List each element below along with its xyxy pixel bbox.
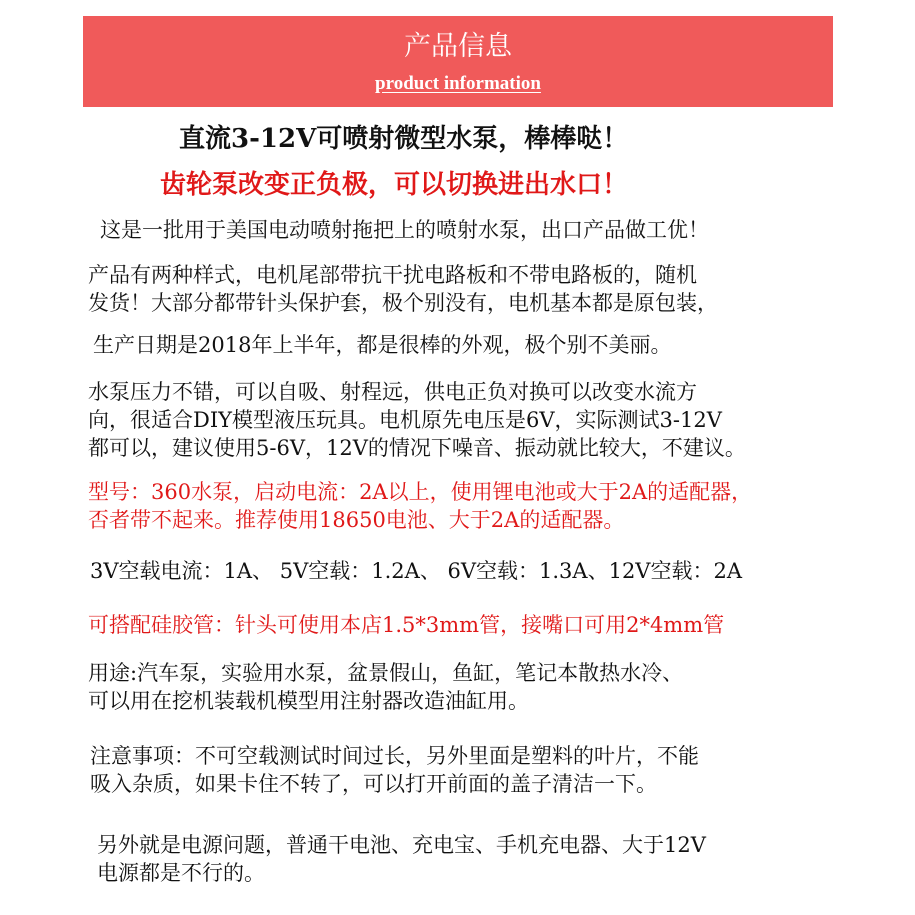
notice-line-1: 注意事项：不可空载测试时间过长，另外里面是塑料的叶片，不能 xyxy=(90,744,699,768)
banner-subtitle: product information xyxy=(375,73,541,94)
headline: 直流3-12V可喷射微型水泵，棒棒哒！ xyxy=(179,124,629,154)
model-line-2: 否者带不起来。推荐使用18650电池、大于2A的适配器。 xyxy=(88,508,625,532)
styles-line-1: 产品有两种样式，电机尾部带抗干扰电路板和不带电路板的，随机 xyxy=(88,263,697,287)
styles-line-2: 发货！大部分都带针头保护套，极个别没有，电机基本都是原包装， xyxy=(88,291,718,315)
header-banner xyxy=(83,16,833,107)
usage-line-2: 可以用在挖机装载机模型用注射器改造油缸用。 xyxy=(88,689,529,713)
production-date-line: 生产日期是2018年上半年，都是很棒的外观，极个别不美丽。 xyxy=(93,333,672,357)
current-specs-line: 3V空载电流：1A、 5V空载：1.2A、 6V空载：1.3A、12V空载：2A xyxy=(90,559,742,583)
model-line-1: 型号：360水泵，启动电流：2A以上，使用锂电池或大于2A的适配器， xyxy=(88,480,753,504)
power-line-1: 另外就是电源问题，普通干电池、充电宝、手机充电器、大于12V xyxy=(97,833,706,857)
usage-line-1: 用途:汽车泵，实验用水泵，盆景假山，鱼缸，笔记本散热水冷、 xyxy=(88,661,684,685)
pressure-line-3: 都可以，建议使用5-6V，12V的情况下噪音、振动就比较大，不建议。 xyxy=(88,436,746,460)
intro-line: 这是一批用于美国电动喷射拖把上的喷射水泵，出口产品做工优！ xyxy=(100,218,709,242)
silicone-tube-line: 可搭配硅胶管：针头可使用本店1.5*3mm管，接嘴口可用2*4mm管 xyxy=(88,613,725,637)
pressure-line-2: 向，很适合DIY模型液压玩具。电机原先电压是6V，实际测试3-12V xyxy=(88,408,722,432)
banner-title: 产品信息 xyxy=(404,31,512,62)
pressure-line-1: 水泵压力不错，可以自吸、射程远，供电正负对换可以改变水流方 xyxy=(88,380,697,404)
subheadline: 齿轮泵改变正负极，可以切换进出水口！ xyxy=(160,170,629,200)
power-line-2: 电源都是不行的。 xyxy=(97,861,265,885)
notice-line-2: 吸入杂质，如果卡住不转了，可以打开前面的盖子清洁一下。 xyxy=(90,772,657,796)
